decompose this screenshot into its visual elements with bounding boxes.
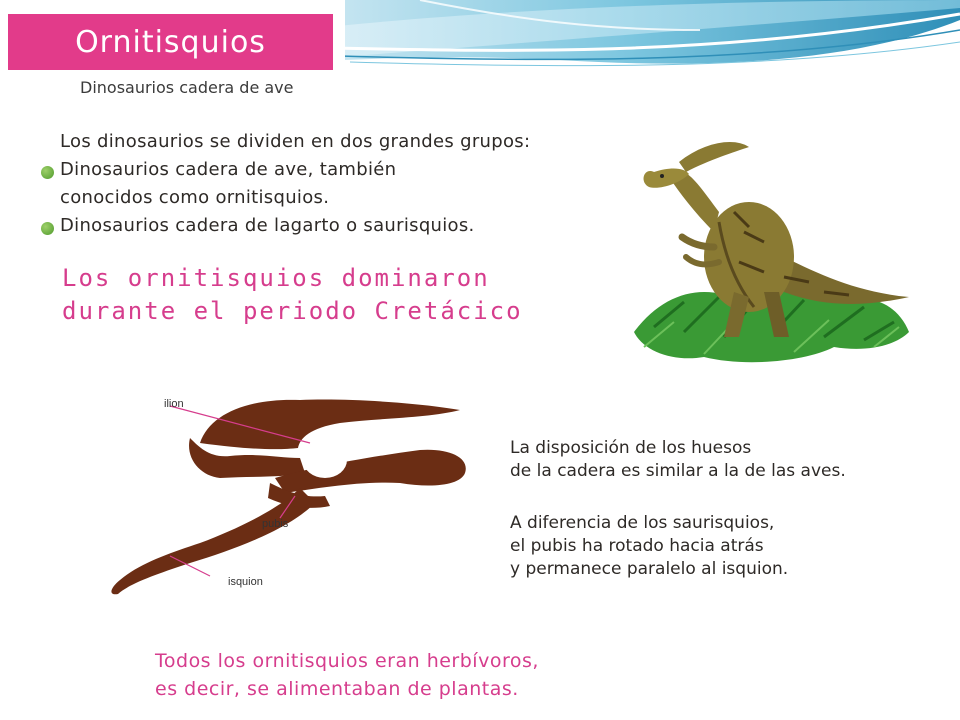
- intro-lead: Los dinosaurios se dividen en dos grandes grupos:: [60, 131, 531, 152]
- footer-line1: Todos los ornitisquios eran herbívoros,: [155, 650, 539, 672]
- green-dot-icon: [41, 166, 54, 179]
- footer-text: [155, 647, 539, 703]
- description-paragraph-2: [510, 512, 788, 581]
- footer-line2: es decir, se alimentaban de plantas.: [155, 678, 519, 700]
- bullet1-line2: conocidos como ornitisquios.: [60, 187, 330, 208]
- isquion-label: isquion: [228, 576, 263, 588]
- description-p2-line3: y permanece paralelo al isquion.: [510, 559, 789, 579]
- highlight-text: [62, 262, 523, 328]
- highlight-line1: Los ornitisquios dominaron: [62, 264, 490, 292]
- title-banner: [8, 14, 333, 70]
- dinosaur-illustration: [624, 132, 914, 372]
- pelvis-illustration: [100, 388, 480, 598]
- title-block: [0, 0, 345, 105]
- description-paragraph-1: [510, 437, 846, 483]
- pubis-label: pubis: [262, 518, 289, 530]
- highlight-line2: durante el periodo Cretácico: [62, 297, 523, 325]
- green-dot-icon: [41, 222, 54, 235]
- description-p2-line1: A diferencia de los saurisquios,: [510, 513, 775, 533]
- bullet2-text: Dinosaurios cadera de lagarto o saurisquios.: [60, 215, 475, 236]
- description-p1-line2: de la cadera es similar a la de las aves.: [510, 461, 846, 481]
- intro-block: [60, 128, 530, 240]
- description-p1-line1: La disposición de los huesos: [510, 438, 752, 458]
- description-p2-line2: el pubis ha rotado hacia atrás: [510, 536, 764, 556]
- page-title: Ornitisquios: [75, 24, 266, 60]
- ilion-label: ilion: [164, 398, 184, 410]
- bullet1-line1: Dinosaurios cadera de ave, también: [60, 159, 397, 180]
- page-subtitle: Dinosaurios cadera de ave: [80, 78, 294, 97]
